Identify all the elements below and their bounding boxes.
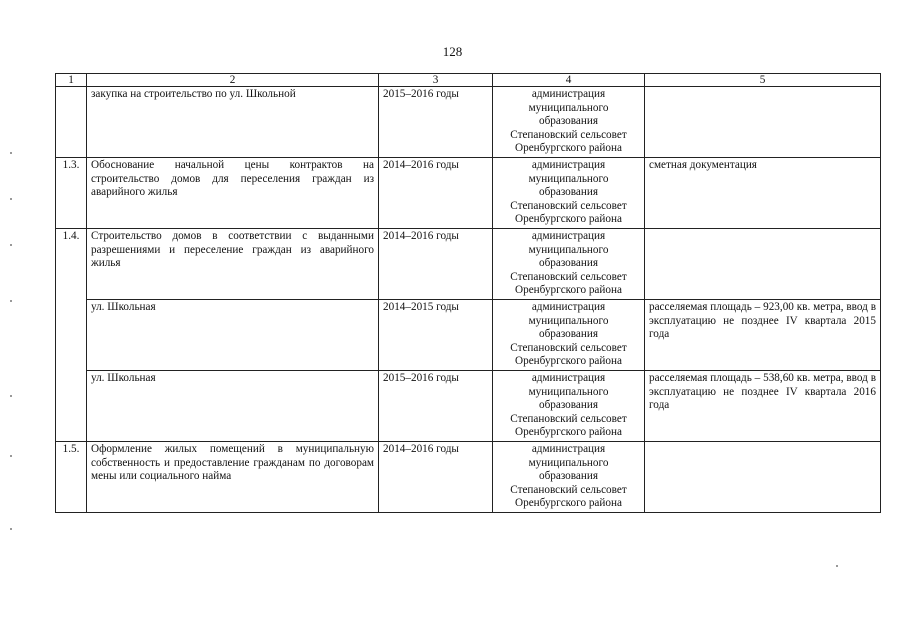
period: 2014–2016 годы	[379, 441, 493, 512]
table-row	[56, 370, 881, 441]
measure-description: Оформление жилых помещений в муниципальную собственность и предоставление гражданам по договорам мены или социального найма	[87, 441, 379, 512]
org-line: администрация	[531, 371, 606, 384]
column-header-5: 5	[645, 74, 881, 87]
org-line: Оренбургского района	[515, 355, 622, 368]
responsible-org	[493, 370, 645, 441]
page-number: 128	[442, 44, 463, 59]
org-line: Степановский сельсовет	[510, 341, 627, 354]
org-line: Степановский сельсовет	[510, 412, 627, 425]
measure-description: Строительство домов в соответствии с выданными разрешениями и переселение граждан из аварийного жилья	[87, 228, 379, 299]
org-line: Степановский сельсовет	[510, 483, 627, 496]
column-header-2: 2	[87, 74, 379, 87]
org-line: Оренбургского района	[515, 213, 622, 226]
expected-result: сметная документация	[645, 157, 881, 228]
responsible-org	[493, 87, 645, 158]
responsible-org	[493, 299, 645, 370]
org-line: администрация	[531, 300, 606, 313]
scan-speck	[10, 455, 12, 457]
table-row	[56, 441, 881, 512]
org-line: муниципального	[528, 456, 609, 469]
scan-speck	[10, 528, 12, 530]
org-line: Степановский сельсовет	[510, 128, 627, 141]
org-line: образования	[538, 399, 598, 412]
org-line: администрация	[531, 158, 606, 171]
row-number	[56, 299, 87, 370]
org-line: муниципального	[528, 385, 609, 398]
header-row	[56, 74, 881, 87]
table-row	[56, 228, 881, 299]
org-line: образования	[538, 257, 598, 270]
responsible-org	[493, 228, 645, 299]
org-line: муниципального	[528, 172, 609, 185]
expected-result: расселяемая площадь – 538,60 кв. метра, ввод в эксплуатацию не позднее IV квартала 2016 года	[645, 370, 881, 441]
org-line: Степановский сельсовет	[510, 270, 627, 283]
org-line: администрация	[531, 88, 606, 100]
period: 2014–2016 годы	[379, 157, 493, 228]
expected-result	[645, 87, 881, 158]
org-line: Оренбургского района	[515, 142, 622, 155]
scan-speck	[10, 152, 12, 154]
org-line: образования	[538, 186, 598, 199]
expected-result	[645, 228, 881, 299]
scan-speck	[836, 565, 838, 567]
org-line: образования	[538, 328, 598, 341]
row-number: 1.4.	[56, 228, 87, 299]
measure-description: ул. Школьная	[87, 370, 379, 441]
row-number	[56, 87, 87, 158]
row-number: 1.5.	[56, 441, 87, 512]
scan-speck	[10, 244, 12, 246]
org-line: администрация	[531, 229, 606, 242]
org-line: Оренбургского района	[515, 426, 622, 439]
measure-description: закупка на строительство по ул. Школьной	[87, 87, 379, 158]
expected-result	[645, 441, 881, 512]
org-line: администрация	[531, 442, 606, 455]
org-line: муниципального	[528, 101, 609, 114]
table-row	[56, 157, 881, 228]
responsible-org	[493, 157, 645, 228]
column-header-4: 4	[493, 74, 645, 87]
column-header-3: 3	[379, 74, 493, 87]
period: 2014–2016 годы	[379, 228, 493, 299]
plan-table	[55, 73, 881, 513]
expected-result: расселяемая площадь – 923,00 кв. метра, ввод в эксплуатацию не позднее IV квартала 2015 года	[645, 299, 881, 370]
table-row	[56, 87, 881, 158]
org-line: муниципального	[528, 243, 609, 256]
org-line: Степановский сельсовет	[510, 199, 627, 212]
org-line: образования	[538, 470, 598, 483]
measure-description: Обоснование начальной цены контрактов на строительство домов для переселения граждан из аварийного жилья	[87, 157, 379, 228]
column-header-1: 1	[56, 74, 87, 87]
period: 2015–2016 годы	[379, 87, 493, 158]
row-number	[56, 370, 87, 441]
scan-speck	[10, 300, 12, 302]
period: 2015–2016 годы	[379, 370, 493, 441]
table-row	[56, 299, 881, 370]
row-number: 1.3.	[56, 157, 87, 228]
org-line: муниципального	[528, 314, 609, 327]
measure-description: ул. Школьная	[87, 299, 379, 370]
period: 2014–2015 годы	[379, 299, 493, 370]
scan-speck	[10, 395, 12, 397]
responsible-org	[493, 441, 645, 512]
org-line: Оренбургского района	[515, 284, 622, 297]
scan-speck	[10, 198, 12, 200]
org-line: Оренбургского района	[515, 497, 622, 510]
org-line: образования	[538, 115, 598, 128]
